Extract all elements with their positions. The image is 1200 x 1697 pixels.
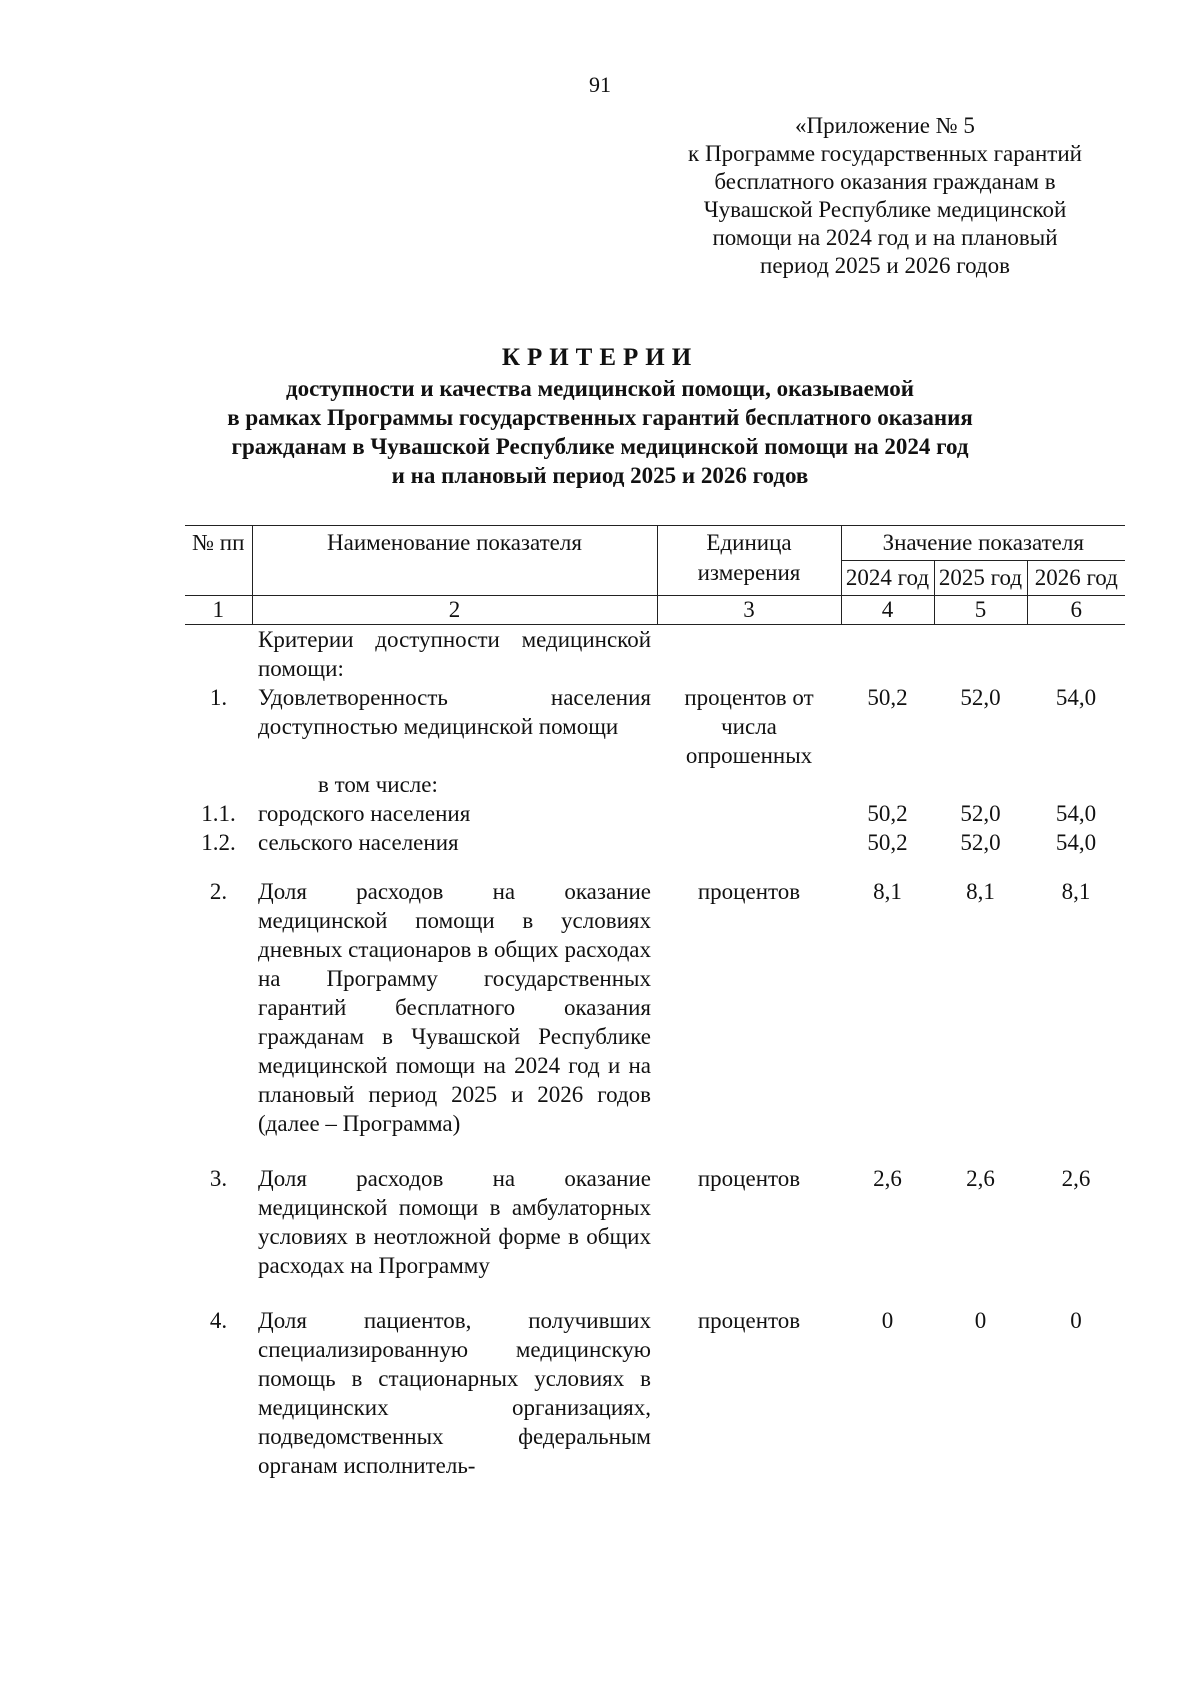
note-row [185,770,1125,799]
row-unit [657,828,841,857]
header-value-group: Значение показателя [841,526,1125,561]
appendix-line: бесплатного оказания гражданам в [714,169,1056,194]
header-year-2026: 2026 год [1027,561,1125,596]
header-name: Наименование показателя [252,526,657,596]
row-name: Доля расходов на оказание медицинской помощи в условиях дневных стационаров в общих расходах на Программу государственных гарантий бесплатного оказания гражданам в Чувашской Республике медицинской помощи на 2024 год и на плановый период 2025 и 2026 годов (далее – Программа) [258,879,651,1136]
row-num: 4. [209,1308,228,1333]
row-name: Доля расходов на оказание медицинской помощи в амбулаторных условиях в неотложной форме в общих расходах на Программу [258,1166,651,1278]
title-subtitle [180,374,1020,490]
row-value-2024: 50,2 [867,830,908,855]
row-value-2024: 8,1 [873,879,902,904]
appendix-line: помощи на 2024 год и на плановый [712,225,1058,250]
appendix-line: «Приложение № 5 [795,113,975,138]
row-unit: процентов [697,879,801,904]
table-row [185,877,1125,1138]
row-num: 1. [209,685,228,710]
row-value-2025: 2,6 [966,1166,995,1191]
row-unit [657,799,841,828]
column-number: 2 [252,596,657,625]
column-number: 5 [934,596,1027,625]
row-value-2025: 8,1 [966,879,995,904]
row-value-2026: 8,1 [1061,879,1091,904]
row-value-2024: 2,6 [873,1166,902,1191]
row-value-2025: 52,0 [960,830,1001,855]
column-number: 6 [1027,596,1125,625]
header-year-2024: 2024 год [841,561,934,596]
row-num: 3. [209,1166,228,1191]
row-value-2026: 54,0 [1055,830,1097,855]
page-number: 91 [589,72,611,97]
section-label: Критерии доступности медицинской помощи: [258,627,651,681]
row-value-2025: 52,0 [960,685,1001,710]
document-title [180,342,1020,490]
row-num: 2. [209,879,228,904]
appendix-line: период 2025 и 2026 годов [760,253,1010,278]
subtitle-line: доступности и качества медицинской помощи, оказываемой [285,376,915,401]
row-value-2026: 54,0 [1055,685,1097,710]
row-num: 1.2. [201,830,236,855]
row-value-2025: 52,0 [960,801,1001,826]
row-name: Доля пациентов, получивших специализированную медицинскую помощь в стационарных условиях в медицинских организациях, подведомственных федеральным органам исполнитель- [258,1308,651,1478]
table-row [185,1306,1125,1480]
subtitle-line: гражданам в Чувашской Республике медицинской помощи на 2024 год [231,434,969,459]
header-num: № пп [185,526,252,596]
table-row [185,683,1125,770]
title-heading: КРИТЕРИИ [501,344,699,371]
row-value-2026: 54,0 [1055,801,1097,826]
row-value-2026: 2,6 [1061,1166,1091,1191]
row-name: городского населения [258,801,471,826]
subtitle-line: в рамках Программы государственных гарантий бесплатного оказания [227,405,973,430]
column-number: 1 [185,596,252,625]
table-row [185,828,1125,857]
column-number: 3 [657,596,841,625]
row-unit: процентов от числа опрошенных [684,685,814,768]
row-value-2026: 0 [1070,1308,1082,1333]
row-unit: процентов [697,1166,801,1191]
header-unit: Единица измерения [657,526,841,596]
section-row [185,625,1125,684]
row-value-2024: 0 [881,1308,894,1333]
appendix-block [655,112,1115,280]
table-row [185,1164,1125,1280]
row-num: 1.1. [201,801,236,826]
table-row [185,799,1125,828]
column-number: 4 [841,596,934,625]
row-unit: процентов [697,1308,801,1333]
row-note: в том числе: [318,772,438,797]
row-value-2024: 50,2 [867,801,908,826]
row-value-2024: 50,2 [867,685,908,710]
row-name: Удовлетворенность населения доступностью медицинской помощи [258,685,651,739]
criteria-table [185,525,1125,1480]
row-value-2025: 0 [974,1308,987,1333]
appendix-line: Чувашской Республике медицинской [703,197,1067,222]
appendix-line: к Программе государственных гарантий [688,141,1082,166]
header-year-2025: 2025 год [934,561,1027,596]
subtitle-line: и на плановый период 2025 и 2026 годов [391,463,809,488]
row-name: сельского населения [258,830,459,855]
